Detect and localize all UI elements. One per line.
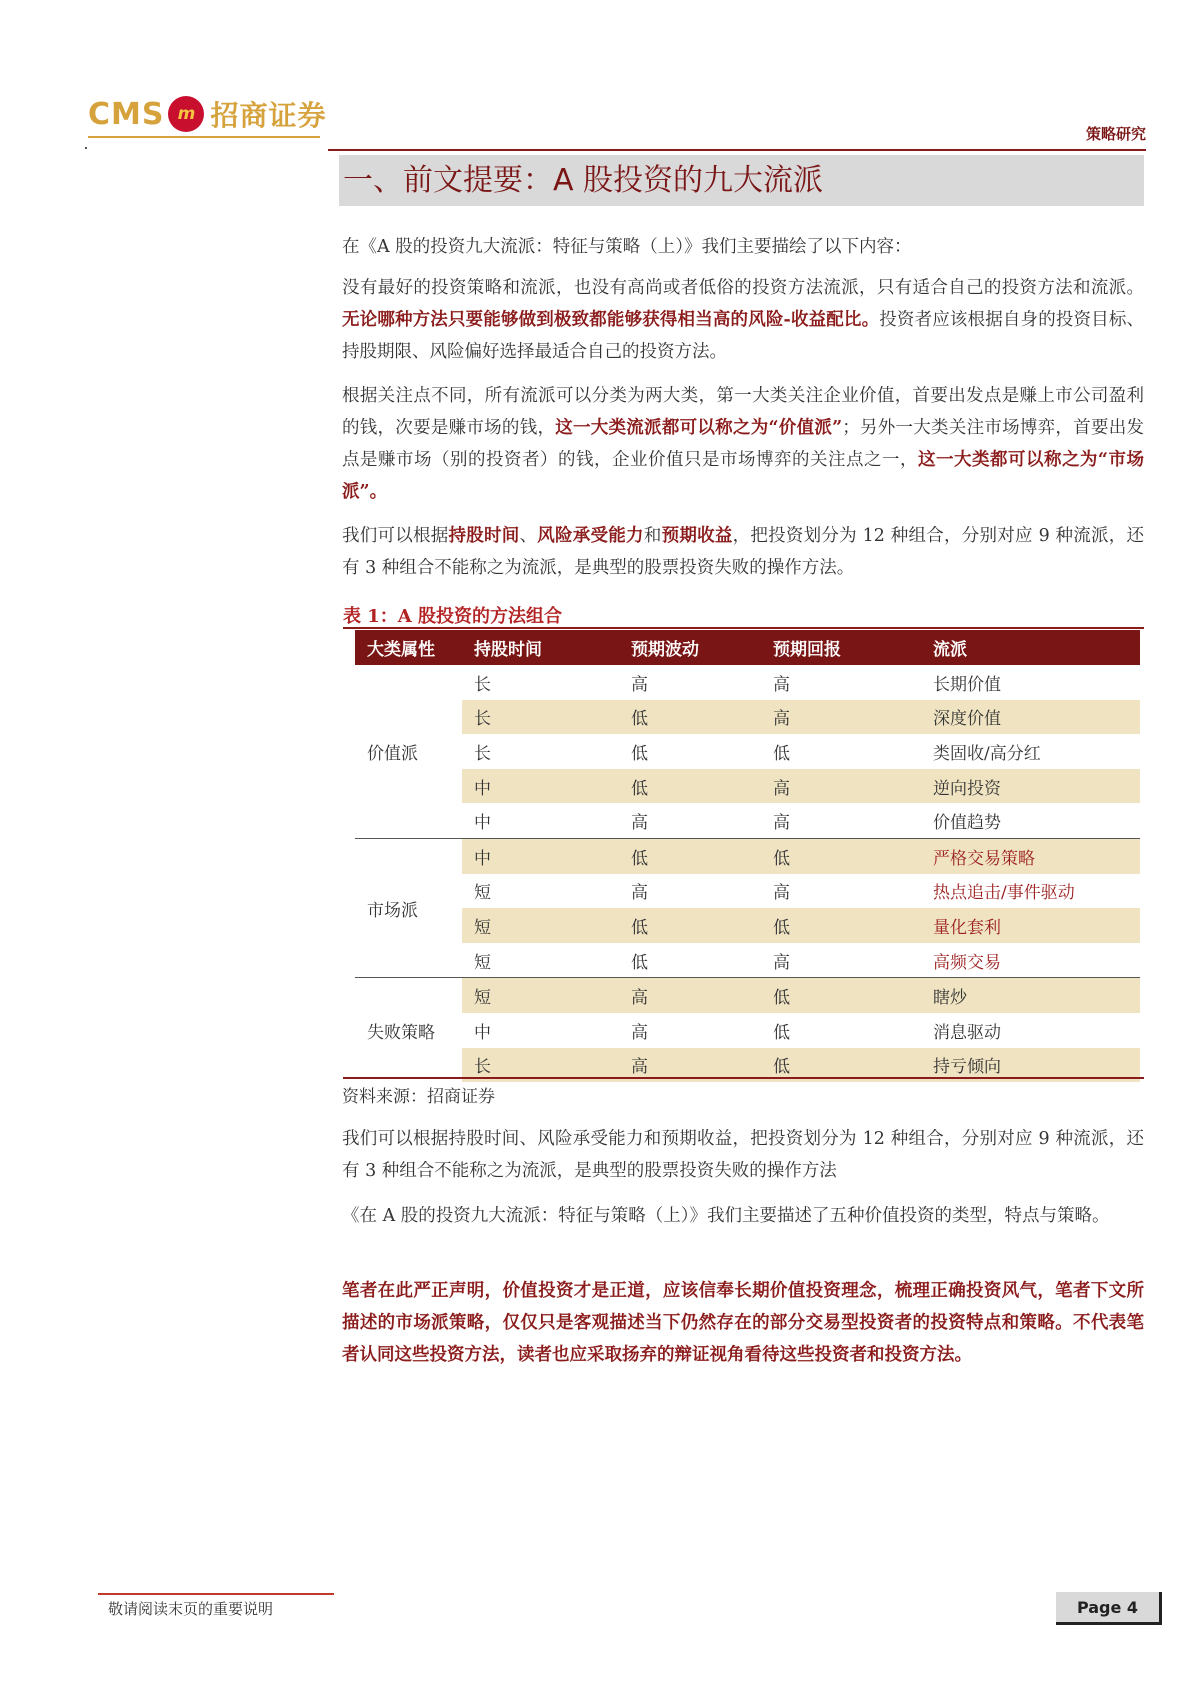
header-divider — [328, 149, 1146, 151]
header-expected-return: 预期回报 — [761, 630, 921, 665]
cell-volatility: 高 — [631, 674, 648, 695]
cell-holding: 长 — [474, 674, 491, 695]
page-number: Page 4 — [1056, 1592, 1162, 1625]
emphasis-text: 这一大类都可以称之为“市场派”。 — [342, 450, 1144, 502]
emphasis-text: 预期收益 — [661, 526, 733, 546]
paragraph-twelve-combos — [342, 520, 1144, 584]
paragraph-two-categories — [342, 380, 1144, 508]
section-heading: 一、前文提要：A 股投资的九大流派 — [339, 155, 1144, 206]
cell-return: 低 — [773, 1022, 790, 1043]
paragraph-disclaimer: 笔者在此严正声明，价值投资才是正道，应该信奉长期价值投资理念，梳理正确投资风气，笔者下文所描述的市场派策略，仅仅只是客观描述当下仍然存在的部分交易型投资者的投资特点和策略。不代表笔者认同这些投资方法，读者也应采取扬弃的辩证视角看待这些投资者和投资方法。 — [342, 1281, 1144, 1365]
cell-return: 高 — [773, 883, 790, 904]
cell-return: 高 — [761, 700, 921, 735]
cell-school: 长期价值 — [933, 674, 1001, 695]
cell-holding: 短 — [462, 978, 619, 1013]
cell-holding: 中 — [474, 813, 491, 834]
cell-volatility: 低 — [619, 838, 761, 873]
emphasis-text: 无论哪种方法只要能够做到极致都能够获得相当高的风险-收益配比。 — [342, 310, 880, 330]
cell-school: 逆向投资 — [921, 769, 1140, 804]
table-source: 资料来源：招商证券 — [342, 1087, 495, 1107]
intro-paragraph: 在《A 股的投资九大流派：特征与策略（上）》我们主要描绘了以下内容： — [342, 237, 912, 257]
table-row — [355, 838, 1140, 873]
paragraph-summary: 我们可以根据持股时间、风险承受能力和预期收益，把投资划分为 12 种组合，分别对应 9 种流派，还有 3 种组合不能称之为流派，是典型的股票投资失败的操作方法 — [342, 1129, 1144, 1181]
table-row — [355, 734, 1140, 769]
table-row — [355, 803, 1140, 838]
logo-underline — [88, 136, 320, 138]
cell-school: 瞎炒 — [921, 978, 1140, 1013]
cell-volatility: 低 — [619, 908, 761, 943]
cell-volatility: 低 — [619, 700, 761, 735]
logo-cms-text: CMS — [88, 96, 165, 132]
cell-school: 深度价值 — [921, 700, 1140, 735]
company-logo — [88, 94, 327, 134]
cell-return: 高 — [773, 952, 790, 973]
cell-volatility: 高 — [631, 883, 648, 904]
header-holding-period: 持股时间 — [462, 630, 619, 665]
emphasis-text: 持股时间 — [448, 526, 520, 546]
table-title: 表 1：A 股投资的方法组合 — [343, 606, 563, 627]
header-expected-volatility: 预期波动 — [619, 630, 761, 665]
table-row — [355, 700, 1140, 735]
table-row — [355, 874, 1140, 909]
text-segment: 没有最好的投资策略和流派，也没有高尚或者低俗的投资方法流派，只有适合自己的投资方法和流派。 — [342, 278, 1144, 298]
cell-school: 热点追击/事件驱动 — [933, 883, 1075, 904]
cell-school: 价值趋势 — [933, 813, 1001, 834]
margin-dot — [85, 147, 87, 149]
cell-school: 严格交易策略 — [921, 838, 1140, 873]
cell-school: 类固收/高分红 — [933, 743, 1041, 764]
cell-holding: 短 — [474, 883, 491, 904]
cell-volatility: 高 — [631, 1022, 648, 1043]
text-segment: ；另外一大类关注市场博弈，首要出发点是赚市场（别的投资者）的钱，企业价值只是市场博弈的关注点之一， — [342, 418, 1144, 470]
footer-divider — [98, 1593, 334, 1595]
cell-return: 高 — [761, 769, 921, 804]
cell-volatility: 低 — [631, 743, 648, 764]
cell-return: 高 — [773, 813, 790, 834]
table-row — [355, 908, 1140, 943]
logo-emblem-icon: m — [168, 96, 204, 132]
cell-holding: 长 — [462, 700, 619, 735]
text-segment: 、 — [519, 526, 538, 546]
table-row — [355, 1013, 1140, 1048]
cell-return: 低 — [761, 838, 921, 873]
investment-methods-table — [355, 630, 1140, 1082]
table-row — [355, 978, 1140, 1013]
cell-volatility: 高 — [631, 813, 648, 834]
cell-school: 量化套利 — [921, 908, 1140, 943]
text-segment: ，把投资划分为 12 种组合，分别对应 9 种流派，还有 3 种组合不能称之为流派，是典型的股票投资失败的操作方法。 — [342, 526, 1145, 578]
cell-volatility: 低 — [631, 952, 648, 973]
cell-holding: 长 — [474, 743, 491, 764]
text-segment: 和 — [643, 526, 662, 546]
cell-school: 高频交易 — [933, 952, 1001, 973]
table-row — [355, 769, 1140, 804]
cell-holding: 中 — [462, 769, 619, 804]
header-category: 大类属性 — [355, 630, 462, 665]
paragraph-previous-report: 《在 A 股的投资九大流派：特征与策略（上）》我们主要描述了五种价值投资的类型，特点与策略。 — [342, 1206, 1110, 1226]
table-row — [355, 665, 1140, 700]
cell-holding: 长 — [462, 1048, 619, 1083]
table-row — [355, 943, 1140, 978]
emphasis-text: 这一大类流派都可以称之为“价值派” — [555, 418, 843, 438]
table-bottom-rule — [343, 1077, 1144, 1079]
cell-holding: 中 — [474, 1022, 491, 1043]
paragraph-no-best-strategy — [342, 272, 1144, 368]
emphasis-text: 风险承受能力 — [537, 526, 644, 546]
text-segment: 我们可以根据 — [342, 526, 449, 546]
cell-holding: 短 — [462, 908, 619, 943]
report-category: 策略研究 — [1085, 125, 1146, 143]
header-school: 流派 — [921, 630, 1140, 665]
group-value: 价值派 — [355, 665, 462, 838]
cell-return: 低 — [761, 908, 921, 943]
logo-company-name: 招商证券 — [210, 99, 327, 132]
table-top-rule — [343, 627, 1144, 629]
cell-school: 消息驱动 — [933, 1022, 1001, 1043]
table-header-row — [355, 630, 1140, 665]
cell-holding: 短 — [474, 952, 491, 973]
text-segment: 根据关注点不同，所有流派可以分类为两大类，第一大类关注企业价值，首要出发点是赚上市公司盈利的钱，次要是赚市场的钱， — [342, 386, 1144, 438]
footer-note: 敬请阅读末页的重要说明 — [108, 1600, 274, 1618]
cell-volatility: 低 — [619, 769, 761, 804]
cell-volatility: 高 — [619, 1048, 761, 1083]
group-market: 市场派 — [355, 838, 462, 977]
cell-school: 持亏倾向 — [921, 1048, 1140, 1083]
text-segment: 投资者应该根据自身的投资目标、持股期限、风险偏好选择最适合自己的投资方法。 — [342, 310, 1144, 362]
cell-return: 高 — [773, 674, 790, 695]
cell-return: 低 — [773, 743, 790, 764]
cell-holding: 中 — [462, 838, 619, 873]
cell-return: 低 — [761, 1048, 921, 1083]
cell-return: 低 — [761, 978, 921, 1013]
group-failed: 失败策略 — [355, 978, 462, 1082]
cell-volatility: 高 — [619, 978, 761, 1013]
